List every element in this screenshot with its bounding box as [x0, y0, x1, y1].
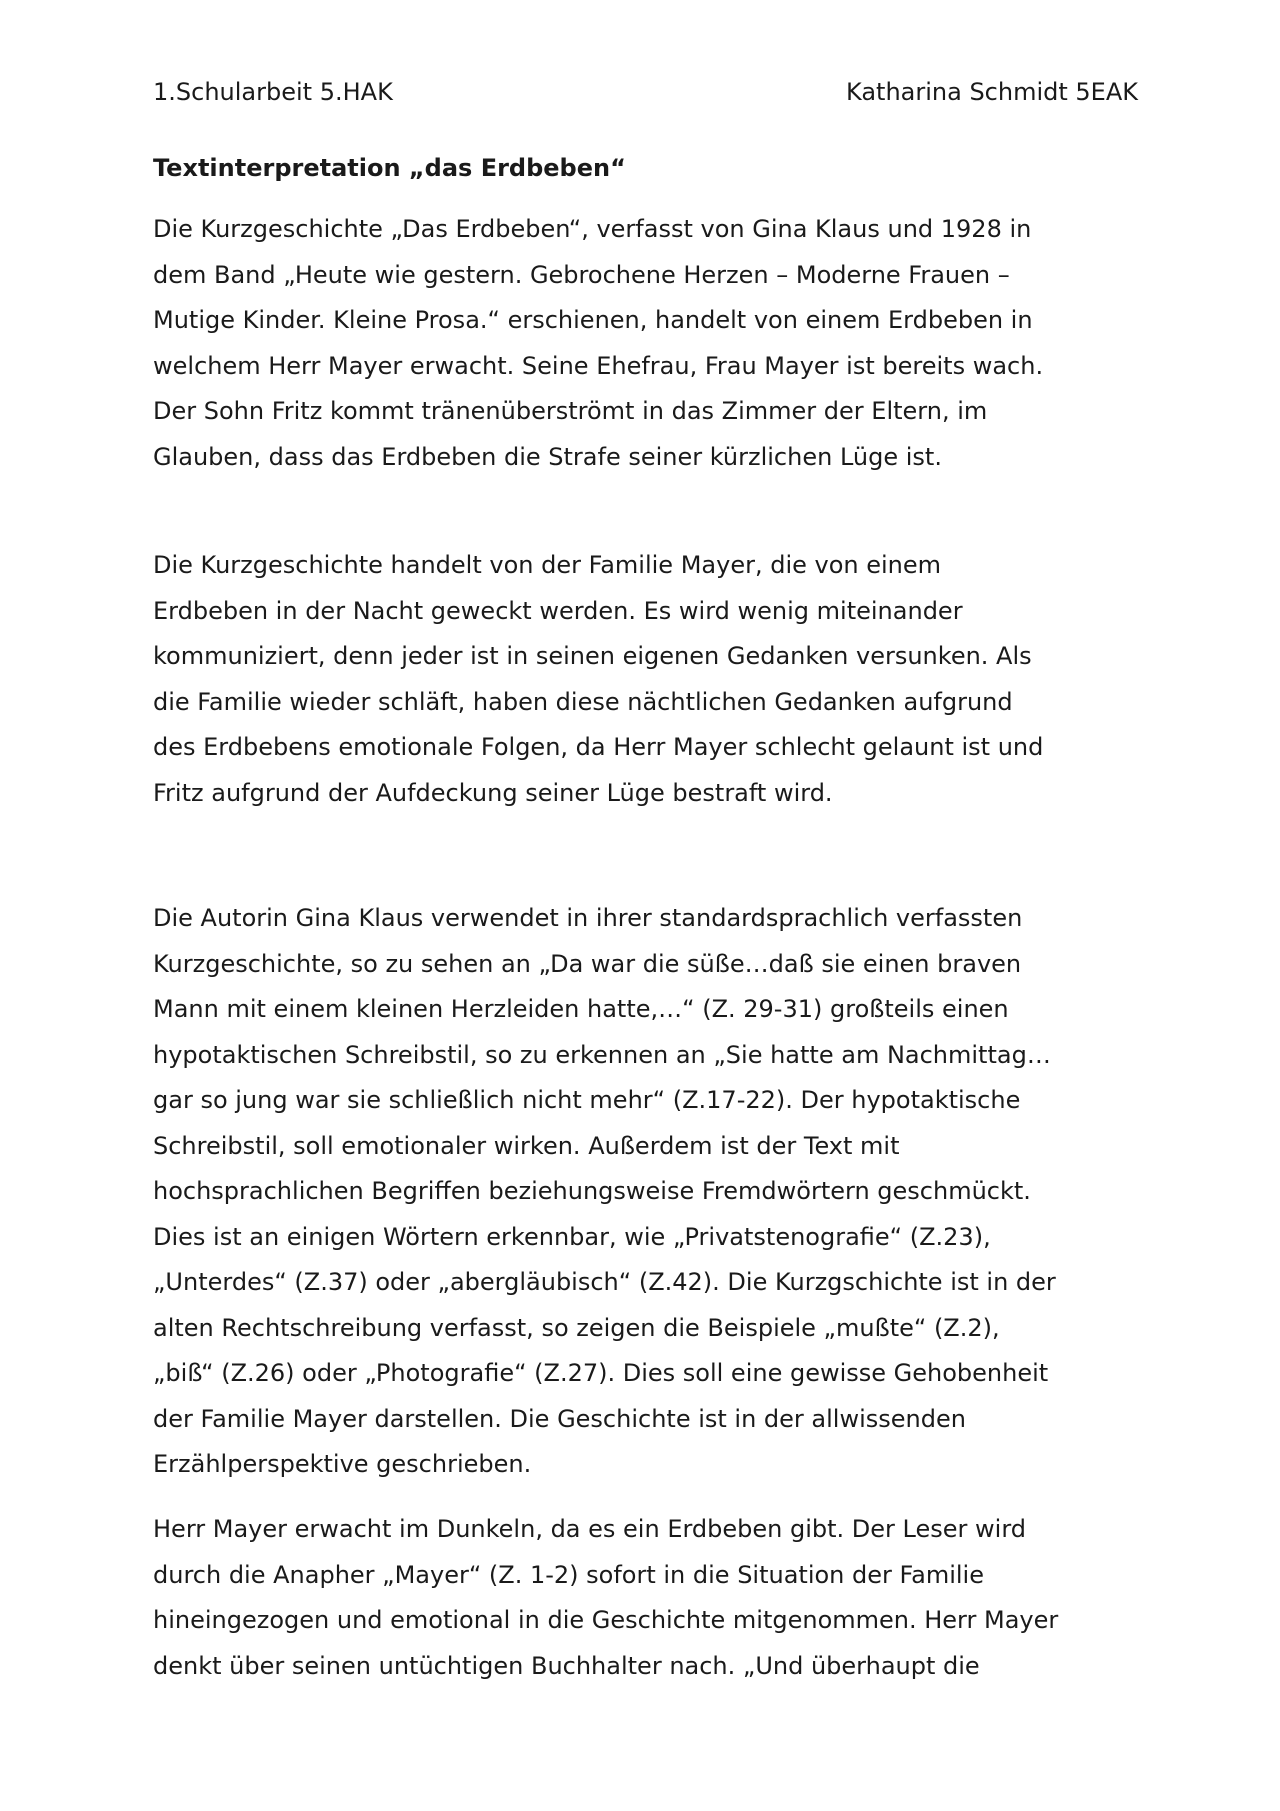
paragraph-summary [153, 207, 1138, 480]
text-line: Dies ist an einigen Wörtern erkennbar, wie „Privatstenografie“ (Z.23), [153, 1222, 991, 1251]
text-line: hypotaktischen Schreibstil, so zu erkennen an „Sie hatte am Nachmittag… [153, 1040, 1051, 1069]
text-line: Herr Mayer erwacht im Dunkeln, da es ein Erdbeben gibt. Der Leser wird [153, 1515, 1026, 1543]
text-line: Erzählperspektive geschrieben. [153, 1450, 532, 1478]
document-title: Textinterpretation „das Erdbeben“ [153, 154, 626, 182]
text-line: der Familie Mayer darstellen. Die Geschichte ist in der allwissenden [153, 1404, 966, 1433]
text-line: durch die Anapher „Mayer“ (Z. 1-2) sofort in die Situation der Familie [153, 1560, 984, 1589]
page-header [153, 76, 1138, 108]
text-line: gar so jung war sie schließlich nicht mehr“ (Z.17-22). Der hypotaktische [153, 1086, 1021, 1114]
text-line: Schreibstil, soll emotionaler wirken. Außerdem ist der Text mit [153, 1131, 900, 1160]
paragraph-analysis [153, 1507, 1138, 1689]
text-line: alten Rechtschreibung verfasst, so zeigen die Beispiele „mußte“ (Z.2), [153, 1313, 1000, 1342]
text-line: Die Kurzgeschichte handelt von der Familie Mayer, die von einem [153, 551, 942, 579]
text-line: Die Autorin Gina Klaus verwendet in ihrer standardsprachlich verfassten [153, 904, 1023, 932]
text-line: des Erdbebens emotionale Folgen, da Herr Mayer schlecht gelaunt ist und [153, 733, 1044, 761]
text-line: kommuniziert, denn jeder ist in seinen eigenen Gedanken versunken. Als [153, 642, 1032, 670]
header-author-name: Katharina Schmidt 5EAK [846, 78, 1138, 106]
text-line: Glauben, dass das Erdbeben die Strafe seiner kürzlichen Lüge ist. [153, 442, 942, 471]
text-line: Fritz aufgrund der Aufdeckung seiner Lüge bestraft wird. [153, 778, 833, 807]
text-line: Mann mit einem kleinen Herzleiden hatte,…“ (Z. 29-31) großteils einen [153, 995, 1009, 1023]
text-line: Mutige Kinder. Kleine Prosa.“ erschienen, handelt von einem Erdbeben in [153, 306, 1033, 334]
text-line: denkt über seinen untüchtigen Buchhalter nach. „Und überhaupt die [153, 1651, 980, 1680]
text-line: Erdbeben in der Nacht geweckt werden. Es wird wenig miteinander [153, 596, 963, 625]
text-line: dem Band „Heute wie gestern. Gebrochene Herzen – Moderne Frauen – [153, 260, 1010, 289]
text-line: Kurzgeschichte, so zu sehen an „Da war die süße…daß sie einen braven [153, 949, 1022, 978]
text-line: „biß“ (Z.26) oder „Photografie“ (Z.27). Dies soll eine gewisse Gehobenheit [153, 1359, 1049, 1387]
text-line: Der Sohn Fritz kommt tränenüberströmt in das Zimmer der Eltern, im [153, 397, 988, 425]
paragraph-style-analysis [153, 896, 1138, 1488]
text-line: hineingezogen und emotional in die Geschichte mitgenommen. Herr Mayer [153, 1606, 1059, 1634]
text-line: „Unterdes“ (Z.37) oder „abergläubisch“ (Z.42). Die Kurzgschichte ist in der [153, 1268, 1056, 1296]
text-line: hochsprachlichen Begriffen beziehungsweise Fremdwörtern geschmückt. [153, 1177, 1031, 1205]
text-line: Die Kurzgeschichte „Das Erdbeben“, verfasst von Gina Klaus und 1928 in [153, 215, 1032, 243]
header-exam-label: 1.Schularbeit 5.HAK [153, 78, 393, 106]
paragraph-content [153, 543, 1138, 816]
text-line: die Familie wieder schläft, haben diese nächtlichen Gedanken aufgrund [153, 687, 1013, 716]
text-line: welchem Herr Mayer erwacht. Seine Ehefrau, Frau Mayer ist bereits wach. [153, 351, 1044, 380]
